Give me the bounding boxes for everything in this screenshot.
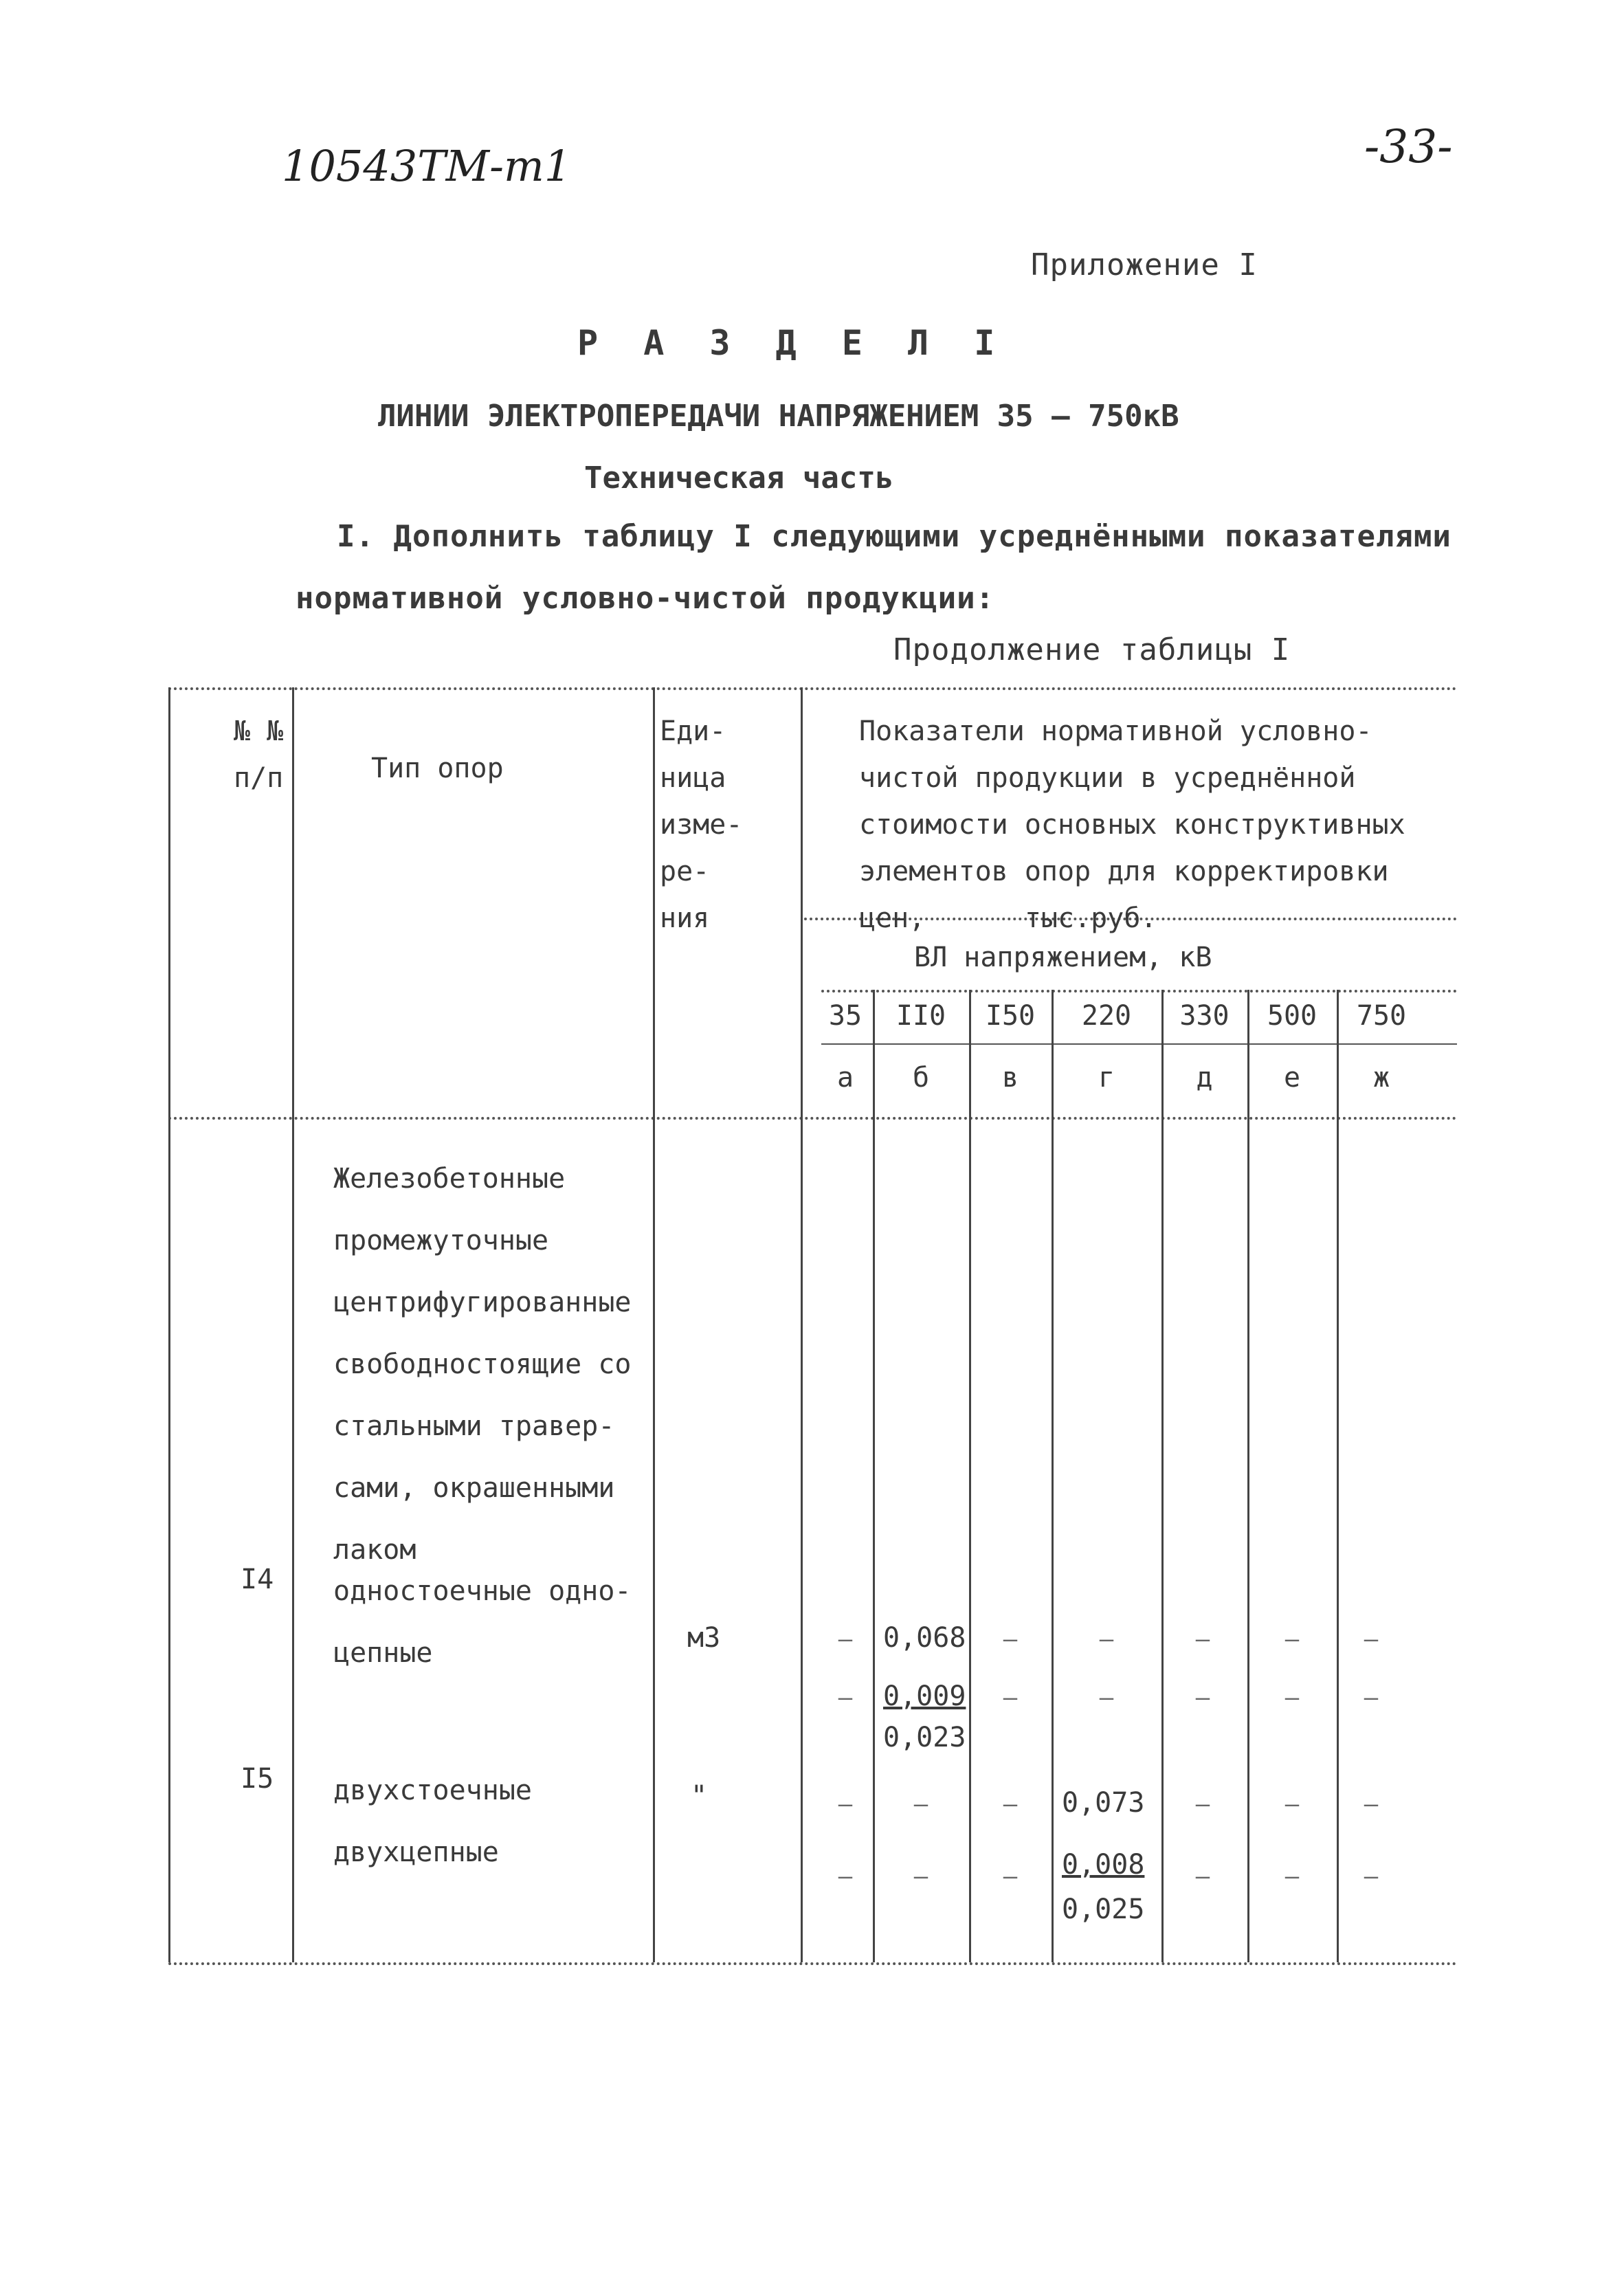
row14-dash-e-1: – [1284,1626,1300,1653]
row15-dash-a-2: – [838,1863,853,1890]
row15-value-2: 0,008 [1062,1849,1145,1881]
appendix-label: Приложение I [1031,247,1258,282]
voltage-150: I50 [985,1000,1036,1032]
section-title: Р А З Д Е Л I [577,323,1008,363]
row14-type: одностоечные одно- цепные [333,1575,632,1669]
row15-dash-d-2: – [1195,1863,1210,1890]
group-description: Железобетонные промежуточные центрифугированные свободностоящие со стальными травер- сами, окрашенными лаком [333,1163,632,1566]
row14-dash-zh-2: – [1364,1684,1379,1711]
row14-dash-e-2: – [1284,1684,1300,1711]
voltage-330: 330 [1179,1000,1230,1032]
row14-dash-a-1: – [838,1626,853,1653]
row14-value-3: 0,023 [883,1722,966,1753]
row14-dash-d-1: – [1195,1626,1210,1653]
voltage-110: II0 [896,1000,946,1032]
section-subtitle: ЛИНИИ ЭЛЕКТРОПЕРЕДАЧИ НАПРЯЖЕНИЕМ 35 – 750кВ [378,399,1179,434]
row15-dash-b-1: – [913,1790,928,1818]
col-divider-type [653,687,655,1962]
col-divider-b [969,990,971,1962]
col-divider-v [1052,990,1054,1962]
row15-dash-e-2: – [1284,1863,1300,1890]
letter-g: г [1098,1062,1115,1094]
row15-dash-v-2: – [1003,1863,1018,1890]
row15-dash-zh-2: – [1364,1863,1379,1890]
row14-value-1: 0,068 [883,1622,966,1654]
voltage-header-underline [821,990,1457,993]
table-bottom-border [168,1962,1457,1965]
row14-unit: м3 [687,1622,721,1654]
row14-dash-a-2: – [838,1684,853,1711]
col-divider-a [873,990,875,1962]
col-divider-num [292,687,294,1962]
col-divider-g [1161,990,1164,1962]
row15-dash-zh-1: – [1364,1790,1379,1818]
header-unit: Еди- ница изме- ре- ния [660,716,743,934]
paragraph-line-1: I. Дополнить таблицу I следующими усреднёнными показателями [337,519,1451,554]
letter-zh: ж [1372,1062,1390,1094]
row14-dash-g-1: – [1099,1626,1114,1653]
row14-dash-d-2: – [1195,1684,1210,1711]
header-voltage: ВЛ напряжением, кВ [914,942,1212,973]
letter-d: д [1196,1062,1213,1094]
row15-dash-d-1: – [1195,1790,1210,1818]
row14-value-2: 0,009 [883,1681,966,1712]
row15-unit: " [691,1780,708,1812]
row14-dash-v-1: – [1003,1626,1018,1653]
header-bottom-border [168,1117,1457,1120]
row14-dash-v-2: – [1003,1684,1018,1711]
voltage-750: 750 [1356,1000,1407,1032]
col-divider-e [1337,990,1339,1962]
voltage-35: 35 [828,1000,863,1032]
part-title: Техническая часть [584,461,894,496]
paragraph-line-2: нормативной условно-чистой продукции: [296,581,995,616]
row15-number: I5 [241,1763,274,1795]
row15-value-1: 0,073 [1062,1787,1145,1819]
row15-type: двухстоечные двухцепные [333,1775,532,1868]
col-divider-unit [801,687,803,1962]
row15-dash-a-1: – [838,1790,853,1818]
table-caption: Продолжение таблицы I [893,632,1291,667]
document-code: 10543ТМ-т1 [282,141,572,191]
table-left-border [168,687,170,1962]
row15-value-3: 0,025 [1062,1894,1145,1925]
row14-dash-zh-1: – [1364,1626,1379,1653]
voltage-500: 500 [1267,1000,1317,1032]
letter-b: б [912,1062,930,1094]
row15-dash-v-1: – [1003,1790,1018,1818]
letter-a: а [836,1062,854,1094]
header-type: Тип опор [371,753,504,784]
row15-dash-e-1: – [1284,1790,1300,1818]
col-divider-d [1247,990,1249,1962]
letter-v: в [1001,1062,1019,1094]
row14-dash-g-2: – [1099,1684,1114,1711]
row15-dash-b-2: – [913,1863,928,1890]
page-number: -33- [1364,120,1453,173]
letter-e: е [1283,1062,1301,1094]
header-indicator: Показатели нормативной условно- чистой продукции в усреднённой стоимости основных конструктивных элементов опор для корректировки цен, тыс.руб. [859,716,1405,934]
voltage-220: 220 [1081,1000,1132,1032]
voltage-row-underline [821,1043,1457,1045]
row14-number: I4 [241,1564,274,1595]
header-number: № № п/п [234,716,284,794]
table-top-border [168,687,1457,690]
